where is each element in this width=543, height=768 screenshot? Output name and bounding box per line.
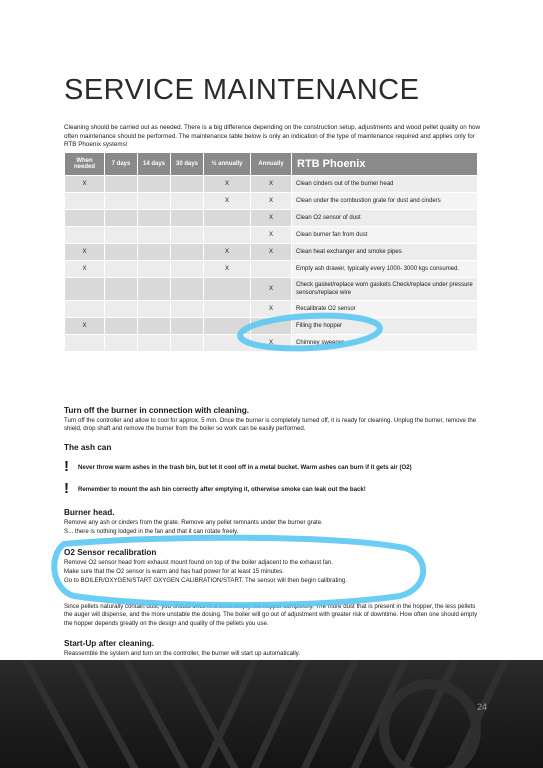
table-row xyxy=(65,318,478,335)
burner-text: Remove any ash or cinders from the grate. Remove any pellet remnants under the burner grate. xyxy=(64,519,323,526)
table-cell xyxy=(105,301,138,318)
table-row xyxy=(65,244,478,261)
table-cell xyxy=(138,278,171,301)
o2-text: Go to BOILER/OXYGEN/START OXYGEN CALIBRATION/START. The sensor will then begin calibrating. xyxy=(64,577,348,584)
table-cell xyxy=(171,278,204,301)
startup-text: Reassemble the system and turn on the controller, the burner will start up automatically. xyxy=(64,650,300,657)
table-cell xyxy=(204,278,251,301)
table-cell: X xyxy=(204,261,251,278)
intro-paragraph: Cleaning should be carried out as needed. There is a big difference depending on the construction setup, adjustments and wood pellet quality on how often maintenance should be performed. The maintenance table below is only an indication of the type of maintenance required and applies only for RTB Phoenix systems! xyxy=(64,124,480,149)
burner-heading: Burner head. xyxy=(64,508,115,517)
warning-item xyxy=(64,480,366,497)
table-cell xyxy=(138,261,171,278)
table-cell xyxy=(65,335,105,352)
task-description: Check gasket/replace worn gaskets Check/replace under pressure sensors/replace wire xyxy=(292,278,478,301)
table-cell: X xyxy=(65,244,105,261)
table-cell: X xyxy=(251,244,292,261)
table-cell xyxy=(65,193,105,210)
table-cell xyxy=(171,227,204,244)
task-description: Clean heat exchanger and smoke pipes xyxy=(292,244,478,261)
table-cell: X xyxy=(251,301,292,318)
table-header-row xyxy=(65,153,478,176)
table-cell xyxy=(171,210,204,227)
turnoff-text: Turn off the controller and allow to cool for approx. 5 min. Once the burner is completely turned off, it is ready for cleaning. Unplug the burner, remove the shield, drop shaft and remove the burner from the boiler so work can be easily performed. xyxy=(64,417,477,433)
table-row xyxy=(65,278,478,301)
page-title: SERVICE MAINTENANCE xyxy=(64,74,420,106)
ash-heading: The ash can xyxy=(64,443,112,452)
table-cell xyxy=(65,227,105,244)
table-cell xyxy=(65,278,105,301)
task-description: Filling the hopper xyxy=(292,318,478,335)
page-number: 24 xyxy=(476,702,487,712)
task-description: Clean cinders out of the burner head xyxy=(292,176,478,193)
table-cell: X xyxy=(251,176,292,193)
maintenance-table xyxy=(64,152,478,352)
table-cell xyxy=(105,193,138,210)
header-when-needed: When needed xyxy=(65,153,105,176)
table-cell xyxy=(105,335,138,352)
table-cell: X xyxy=(204,244,251,261)
table-cell xyxy=(138,335,171,352)
table-row xyxy=(65,261,478,278)
task-description: Clean under the combustion grate for dust and cinders xyxy=(292,193,478,210)
turnoff-heading: Turn off the burner in connection with cleaning. xyxy=(64,406,249,415)
table-cell xyxy=(171,244,204,261)
table-cell: X xyxy=(204,176,251,193)
table-cell: X xyxy=(251,227,292,244)
table-cell xyxy=(138,210,171,227)
page-footer xyxy=(0,660,543,768)
table-cell xyxy=(105,227,138,244)
table-cell xyxy=(204,227,251,244)
burner-text: S... there is nothing lodged in the fan and that it can rotate freely. xyxy=(64,528,239,535)
table-row xyxy=(65,335,478,352)
warning-item xyxy=(64,458,412,475)
table-cell xyxy=(204,301,251,318)
header-7-days: 7 days xyxy=(105,153,138,176)
table-cell xyxy=(65,301,105,318)
table-cell xyxy=(105,176,138,193)
header-30-days: 30 days xyxy=(171,153,204,176)
table-cell xyxy=(105,244,138,261)
table-row xyxy=(65,176,478,193)
table-cell xyxy=(171,176,204,193)
warning-icon: ! xyxy=(64,458,69,475)
table-cell: X xyxy=(204,193,251,210)
table-cell xyxy=(138,244,171,261)
table-cell xyxy=(138,227,171,244)
table-cell xyxy=(171,335,204,352)
warning-text: Never throw warm ashes in the trash bin, but let it cool off in a metal bucket. Warm ashes can burn if it gets air (O2) xyxy=(78,463,412,471)
table-cell xyxy=(204,335,251,352)
table-cell xyxy=(138,176,171,193)
task-description: Chimney sweeper xyxy=(292,335,478,352)
table-cell xyxy=(65,210,105,227)
table-cell xyxy=(251,318,292,335)
table-cell xyxy=(105,278,138,301)
table-cell: X xyxy=(65,318,105,335)
table-cell: X xyxy=(65,261,105,278)
startup-heading: Start-Up after cleaning. xyxy=(64,639,155,648)
table-cell: X xyxy=(251,335,292,352)
table-row xyxy=(65,227,478,244)
table-cell: X xyxy=(251,278,292,301)
table-cell: X xyxy=(251,193,292,210)
table-cell: X xyxy=(65,176,105,193)
o2-heading: O2 Sensor recalibration xyxy=(64,548,157,557)
header-brand: RTB Phoenix xyxy=(292,153,478,176)
table-cell xyxy=(138,301,171,318)
table-cell xyxy=(251,261,292,278)
table-cell xyxy=(171,261,204,278)
table-cell: X xyxy=(251,210,292,227)
table-row xyxy=(65,193,478,210)
o2-text: Remove O2 sensor head from exhaust mount found on top of the boiler adjacent to the exhaust fan. xyxy=(64,559,333,566)
task-description: Clean O2 sensor of dust xyxy=(292,210,478,227)
table-row xyxy=(65,210,478,227)
table-cell xyxy=(171,301,204,318)
table-cell xyxy=(105,210,138,227)
warning-text: Remember to mount the ash bin correctly after emptying it, otherwise smoke can leak out the back! xyxy=(78,485,366,493)
table-cell xyxy=(138,318,171,335)
table-cell xyxy=(138,193,171,210)
table-cell xyxy=(171,193,204,210)
table-cell xyxy=(105,318,138,335)
table-cell xyxy=(204,210,251,227)
task-description: Empty ash drawer, typically every 1000- 3000 kgs consumed. xyxy=(292,261,478,278)
task-description: Clean burner fan from dust xyxy=(292,227,478,244)
header-annually: Annually xyxy=(251,153,292,176)
warning-icon: ! xyxy=(64,480,69,497)
header-half-annually: ½ annually xyxy=(204,153,251,176)
task-description: Recalibrate O2 sensor xyxy=(292,301,478,318)
table-row xyxy=(65,301,478,318)
header-14-days: 14 days xyxy=(138,153,171,176)
o2-text: Make sure that the O2 sensor is warm and has had power for at least 15 minutes. xyxy=(64,568,284,575)
table-cell xyxy=(105,261,138,278)
hopper-text: Since pellets naturally contain dust, you should once in a while empty the hopper completely. The more dust that is present in the hopper, the less pellets the auger will dispense, and the more unstable the dosing. The boiler will go out of adjustment with greater risk of downtime. How often one should empty the hopper depends greatly on the design and quality of the pellets you use. xyxy=(64,603,478,627)
footer-texture xyxy=(0,660,543,768)
table-cell xyxy=(171,318,204,335)
table-cell xyxy=(204,318,251,335)
